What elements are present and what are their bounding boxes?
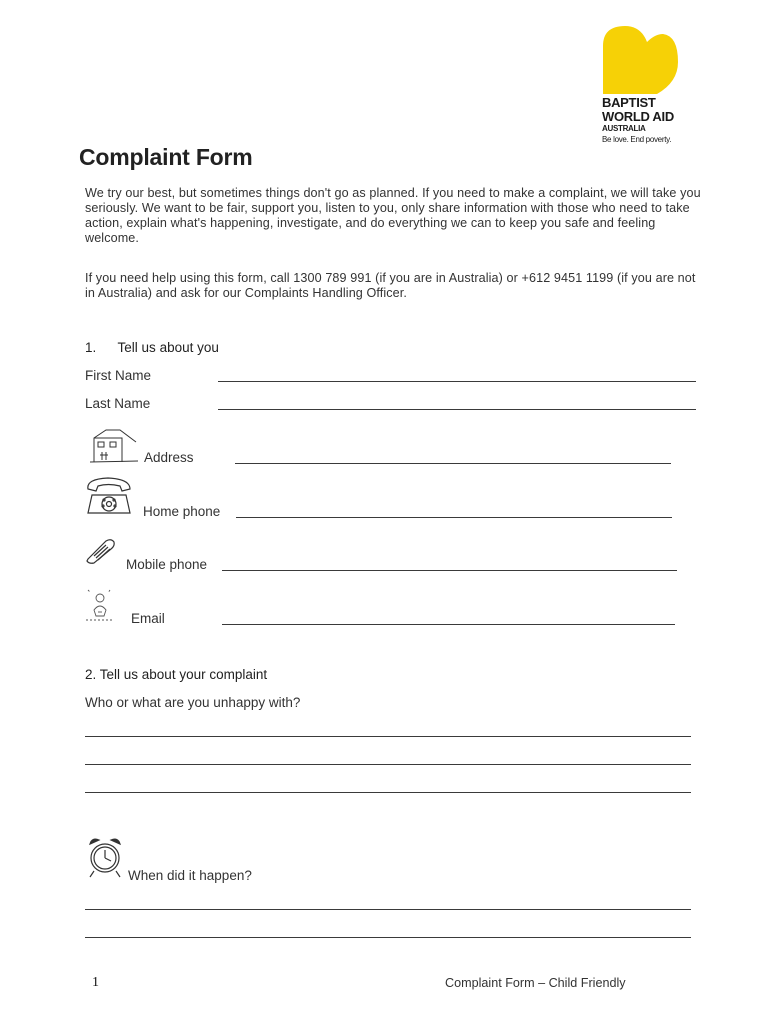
- logo-line-3: AUSTRALIA: [602, 124, 646, 133]
- last-name-label: Last Name: [85, 396, 151, 411]
- address-field[interactable]: [235, 463, 671, 464]
- mobile-phone-field[interactable]: [222, 570, 677, 571]
- home-phone-label: Home phone: [143, 504, 221, 519]
- who-answer-line-1[interactable]: [85, 736, 691, 737]
- who-answer-line-3[interactable]: [85, 792, 691, 793]
- baptist-world-aid-logo: [601, 24, 691, 148]
- logo-tagline: Be love. End poverty.: [602, 135, 672, 144]
- logo-line-2: WORLD AID: [602, 109, 674, 124]
- when-question: When did it happen?: [128, 868, 252, 883]
- page-title: Complaint Form: [79, 144, 253, 170]
- mobile-phone-label: Mobile phone: [126, 557, 208, 572]
- email-field[interactable]: [222, 624, 675, 625]
- intro-paragraph: We try our best, but sometimes things don't go as planned. If you need to make a complaint, we will take you seriously. We want to be fair, support you, listen to you, only share information with those who need to take action, explain what's happening, investigate, and do everything we can to keep you safe and feeling welcome.: [85, 186, 701, 245]
- home-phone-field[interactable]: [236, 517, 672, 518]
- address-label: Address: [144, 450, 194, 465]
- when-answer-line-1[interactable]: [85, 909, 691, 910]
- section-1-number: 1.: [85, 340, 97, 355]
- page-number: 1: [92, 975, 99, 990]
- email-figure-icon: [84, 588, 116, 624]
- footer-text: Complaint Form – Child Friendly: [445, 976, 626, 990]
- who-question: Who or what are you unhappy with?: [85, 695, 301, 710]
- when-answer-line-2[interactable]: [85, 937, 691, 938]
- last-name-field[interactable]: [218, 409, 696, 410]
- heart-logo-icon: [601, 24, 679, 94]
- first-name-label: First Name: [85, 368, 152, 383]
- logo-line-1: BAPTIST: [602, 95, 656, 110]
- section-2-heading: 2. Tell us about your complaint: [85, 667, 268, 682]
- alarm-clock-icon: [84, 836, 126, 880]
- email-label: Email: [131, 611, 165, 626]
- telephone-icon: [82, 475, 136, 517]
- who-answer-line-2[interactable]: [85, 764, 691, 765]
- section-1-heading: [85, 340, 219, 355]
- mobile-phone-icon: [84, 537, 118, 565]
- help-paragraph: If you need help using this form, call 1300 789 991 (if you are in Australia) or +612 9451 1199 (if you are not in Australia) and ask for our Complaints Handling Officer.: [85, 271, 696, 300]
- section-1-title: Tell us about you: [117, 340, 219, 355]
- first-name-field[interactable]: [218, 381, 696, 382]
- house-icon: [88, 428, 140, 468]
